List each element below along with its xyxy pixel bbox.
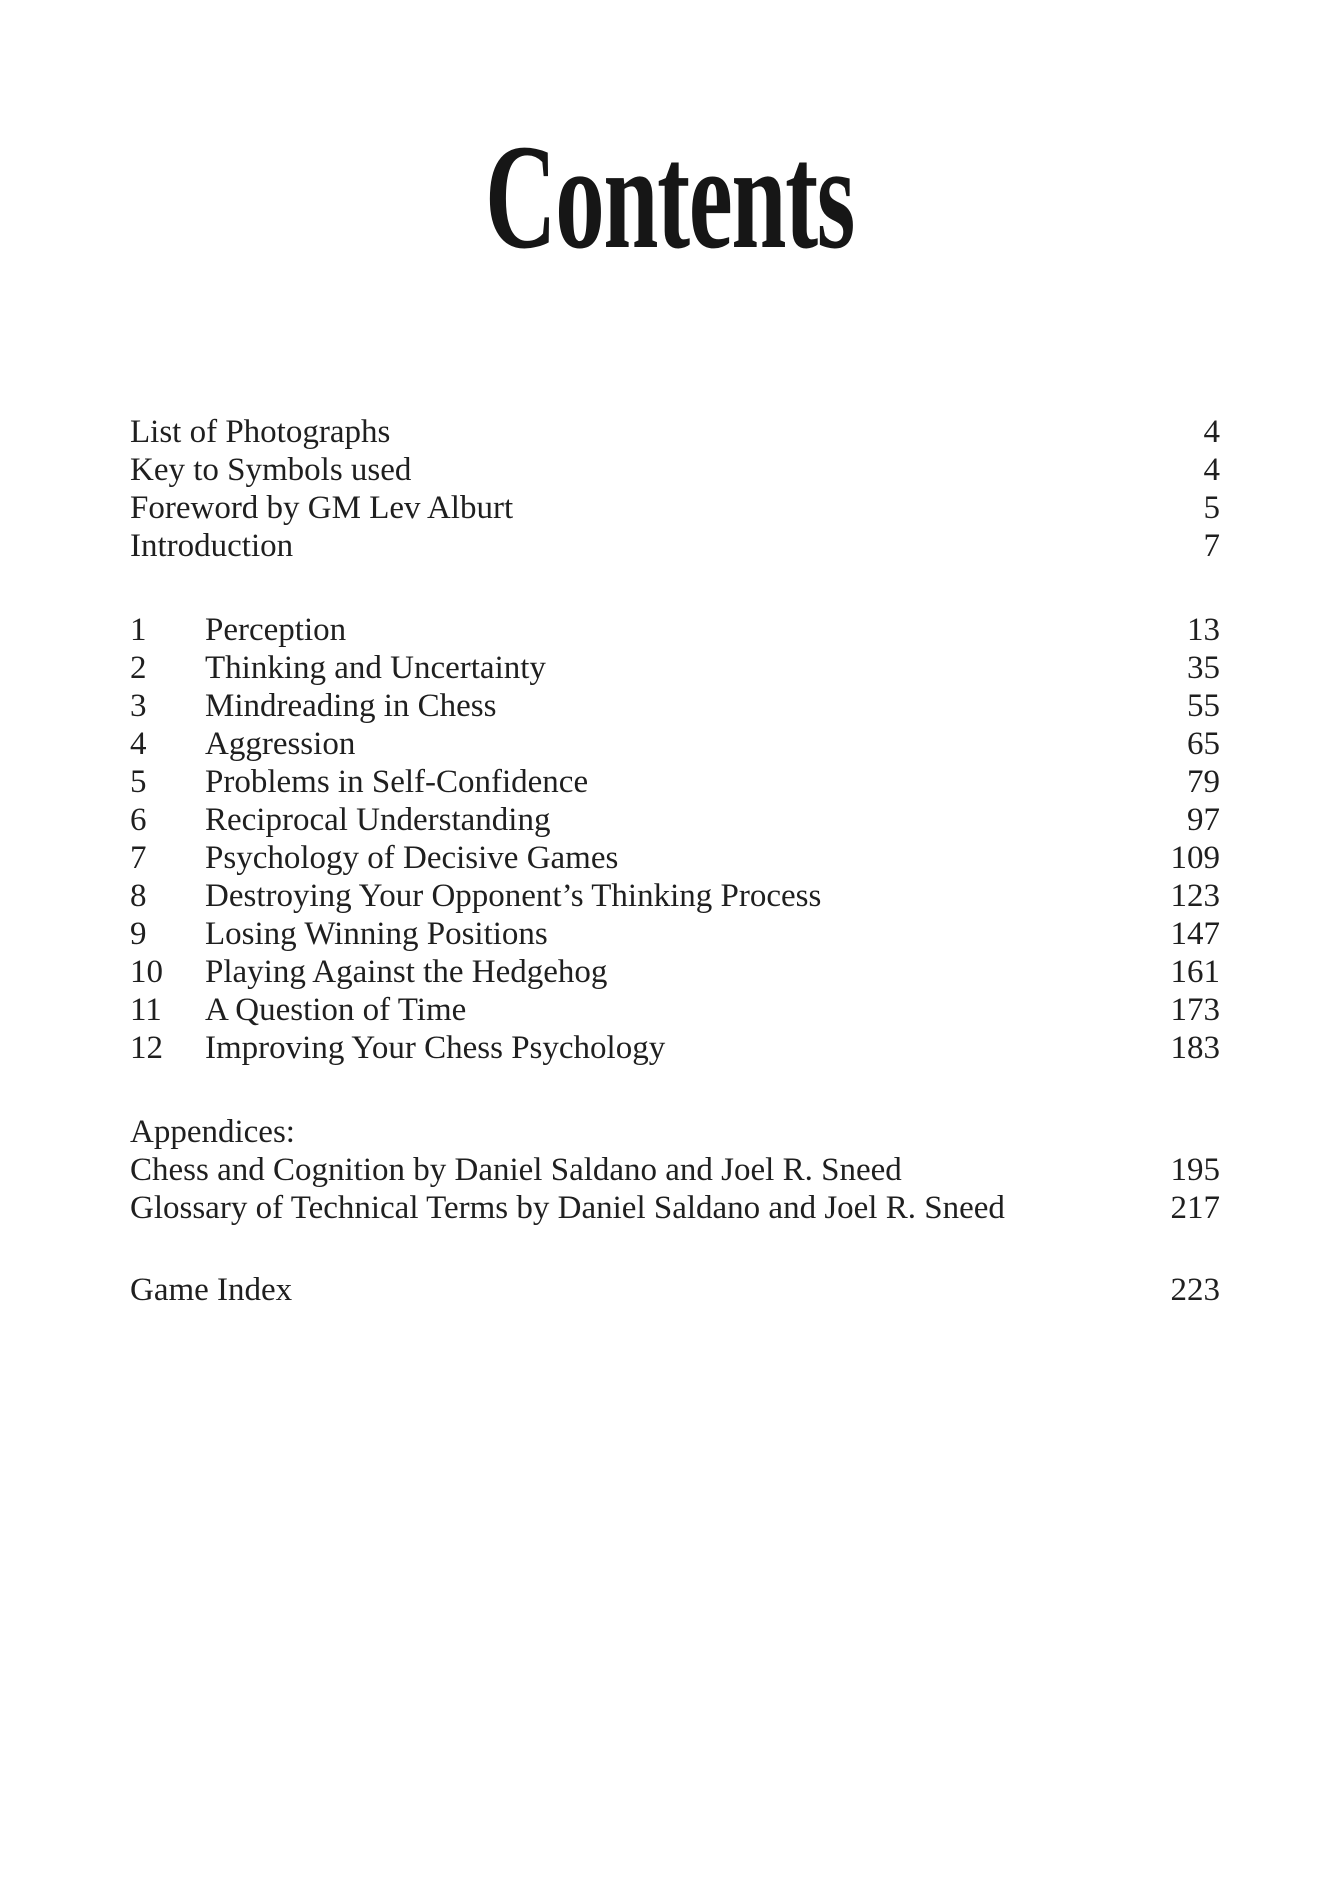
- appendices-heading: Appendices:: [130, 1114, 295, 1150]
- chapter-entry: [130, 839, 1220, 877]
- table-of-contents: [130, 413, 1220, 1309]
- chapter-number: 5: [130, 764, 147, 800]
- chapter-number: 9: [130, 916, 147, 952]
- chapter-title: Aggression: [205, 726, 356, 762]
- back-matter-section: [130, 1271, 1220, 1309]
- chapter-page: 161: [1170, 954, 1220, 990]
- toc-entry: [130, 451, 1220, 489]
- chapter-number: 6: [130, 802, 147, 838]
- appendix-label: Chess and Cognition by Daniel Saldano and Joel R. Sneed: [130, 1152, 902, 1188]
- chapter-number: 2: [130, 650, 147, 686]
- chapter-title: Reciprocal Understanding: [205, 802, 551, 838]
- chapters-section: [130, 611, 1220, 1067]
- chapter-page: 65: [1187, 726, 1220, 762]
- toc-entry-page: 4: [1203, 452, 1220, 488]
- chapter-title: Destroying Your Opponent’s Thinking Process: [205, 878, 822, 914]
- chapter-entry: [130, 915, 1220, 953]
- toc-entry-page: 7: [1203, 528, 1220, 564]
- chapter-title: A Question of Time: [205, 992, 467, 1028]
- title-wrap: [0, 114, 1339, 280]
- toc-entry-page: 223: [1170, 1272, 1220, 1308]
- chapter-title: Playing Against the Hedgehog: [205, 954, 608, 990]
- chapter-page: 123: [1170, 878, 1220, 914]
- chapter-page: 79: [1187, 764, 1220, 800]
- toc-entry: [130, 1271, 1220, 1309]
- chapter-page: 55: [1187, 688, 1220, 724]
- page-title: Contents: [485, 114, 854, 280]
- chapter-page: 183: [1170, 1030, 1220, 1066]
- chapter-number: 12: [130, 1030, 163, 1066]
- chapter-number: 8: [130, 878, 147, 914]
- chapter-entry: [130, 953, 1220, 991]
- chapter-number: 11: [130, 992, 162, 1028]
- chapter-number: 4: [130, 726, 147, 762]
- appendix-page: 217: [1170, 1190, 1220, 1226]
- chapter-title: Perception: [205, 612, 347, 648]
- chapter-title: Mindreading in Chess: [205, 688, 497, 724]
- toc-entry: [130, 527, 1220, 565]
- appendix-entry: [130, 1189, 1220, 1227]
- front-matter-section: [130, 413, 1220, 565]
- toc-entry-label: Introduction: [130, 528, 294, 564]
- chapter-entry: [130, 877, 1220, 915]
- chapter-entry: [130, 763, 1220, 801]
- chapter-page: 173: [1170, 992, 1220, 1028]
- chapter-number: 3: [130, 688, 147, 724]
- appendix-entry: [130, 1151, 1220, 1189]
- toc-entry-label: Key to Symbols used: [130, 452, 412, 488]
- chapter-entry: [130, 725, 1220, 763]
- chapter-title: Psychology of Decisive Games: [205, 840, 619, 876]
- chapter-page: 97: [1187, 802, 1220, 838]
- toc-entry-label: Game Index: [130, 1272, 293, 1308]
- toc-entry-page: 4: [1203, 414, 1220, 450]
- toc-entry-label: Foreword by GM Lev Alburt: [130, 490, 514, 526]
- chapter-number: 7: [130, 840, 147, 876]
- chapter-entry: [130, 1029, 1220, 1067]
- chapter-entry: [130, 649, 1220, 687]
- appendices-section: [130, 1113, 1220, 1227]
- chapter-entry: [130, 611, 1220, 649]
- chapter-number: 10: [130, 954, 163, 990]
- chapter-title: Thinking and Uncertainty: [205, 650, 546, 686]
- chapter-entry: [130, 801, 1220, 839]
- toc-entry-page: 5: [1203, 490, 1220, 526]
- chapter-entry: [130, 687, 1220, 725]
- appendices-heading-row: [130, 1113, 1220, 1151]
- chapter-entry: [130, 991, 1220, 1029]
- chapter-page: 147: [1170, 916, 1220, 952]
- toc-entry: [130, 413, 1220, 451]
- chapter-page: 35: [1187, 650, 1220, 686]
- chapter-page: 109: [1170, 840, 1220, 876]
- appendix-page: 195: [1170, 1152, 1220, 1188]
- chapter-page: 13: [1187, 612, 1220, 648]
- chapter-title: Improving Your Chess Psychology: [205, 1030, 666, 1066]
- chapter-title: Losing Winning Positions: [205, 916, 548, 952]
- chapter-title: Problems in Self-Confidence: [205, 764, 589, 800]
- toc-entry: [130, 489, 1220, 527]
- chapter-number: 1: [130, 612, 147, 648]
- toc-entry-label: List of Photographs: [130, 414, 391, 450]
- appendix-label: Glossary of Technical Terms by Daniel Saldano and Joel R. Sneed: [130, 1190, 1005, 1226]
